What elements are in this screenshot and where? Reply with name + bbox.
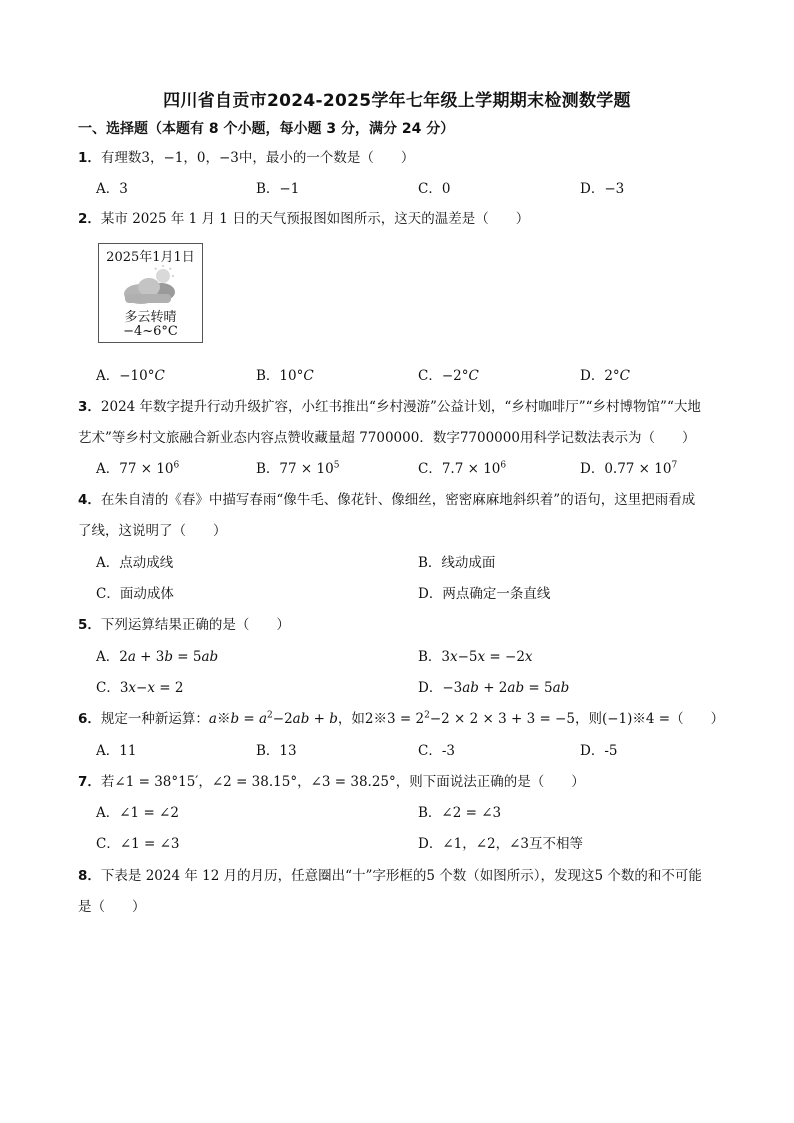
option-b: B．线动成面	[418, 555, 496, 571]
question-5	[78, 613, 290, 633]
option-c	[418, 457, 506, 477]
option-exponent: 6	[500, 460, 507, 471]
question-number: 1．	[78, 150, 101, 166]
question-4-continued: 了线，这说明了（ ）	[78, 523, 227, 539]
option-base: 77 × 10	[119, 461, 174, 477]
exponent: 2	[424, 710, 430, 721]
section-heading: 一、选择题（本题有 8 个小题，每小题 3 分，满分 24 分）	[78, 121, 455, 137]
option-exponent: 7	[671, 460, 678, 471]
question-text: −2𝑎𝑏 + 𝑏，如2※3 = 2	[272, 711, 425, 727]
question-text: 有理数3，−1，0，−3中，最小的一个数是（ ）	[100, 150, 415, 166]
option-d: D．2°𝐶	[580, 368, 630, 384]
page-title: 四川省自贡市2024-2025学年七年级上学期期末检测数学题	[163, 91, 631, 111]
option-d: D．两点确定一条直线	[418, 586, 551, 602]
question-number: 5．	[78, 617, 101, 633]
option-c: C．∠1 = ∠3	[96, 836, 180, 852]
option-c: C．面动成体	[96, 586, 174, 602]
option-b	[256, 457, 339, 477]
question-text: −2 × 2 × 3 + 3 = −5，则(−1)※4 =（ ）	[429, 711, 725, 727]
option-c: C．-3	[418, 743, 455, 759]
question-2	[78, 207, 529, 227]
question-text: 规定一种新运算：𝑎※𝑏 = 𝑎	[100, 711, 268, 727]
option-b: B．13	[256, 743, 297, 759]
weather-description: 多云转晴	[124, 310, 177, 325]
option-a	[96, 457, 179, 477]
question-text: 在朱自清的《春》中描写春雨“像牛毛、像花针、像细丝，密密麻麻地斜织着”的语句，这里把雨看成	[100, 492, 696, 508]
weather-forecast-figure	[98, 243, 203, 343]
question-6	[78, 707, 724, 727]
question-8	[78, 864, 702, 884]
option-c: C．3𝑥−𝑥 = 2	[96, 680, 184, 696]
question-text: 下表是 2024 年 12 月的月历，任意圈出“十”字形框的5 个数（如图所示），发现这5 个数的和不可能	[100, 868, 702, 884]
option-d	[580, 457, 677, 477]
question-text: 2024 年数字提升行动升级扩容，小红书推出“乡村漫游”公益计划，“乡村咖啡厅”“乡村博物馆”“大地	[100, 399, 701, 415]
option-base: 0.77 × 10	[604, 461, 672, 477]
option-d: D．−3𝑎𝑏 + 2𝑎𝑏 = 5𝑎𝑏	[418, 680, 570, 696]
option-label: A．	[96, 461, 120, 477]
option-b: B．3𝑥−5𝑥 = −2𝑥	[418, 649, 533, 665]
question-text: 某市 2025 年 1 月 1 日的天气预报图如图所示，这天的温差是（ ）	[100, 211, 530, 227]
question-7	[78, 770, 585, 790]
question-4	[78, 488, 695, 508]
question-3	[78, 395, 701, 415]
option-d: D．∠1，∠2，∠3互不相等	[418, 836, 584, 852]
option-b: B．−1	[256, 181, 300, 197]
option-label: D．	[580, 461, 605, 477]
option-b: B．10°𝐶	[256, 368, 314, 384]
option-a: A．∠1 = ∠2	[96, 805, 179, 821]
cloudy-sunny-icon	[119, 264, 181, 306]
question-8-continued: 是（ ）	[78, 899, 146, 915]
weather-date: 2025年1月1日	[106, 250, 195, 265]
question-1	[78, 146, 414, 166]
question-number: 6．	[78, 711, 101, 727]
option-d: D．-5	[580, 743, 618, 759]
option-base: 7.7 × 10	[441, 461, 501, 477]
question-text: 若∠1 = 38°15′，∠2 = 38.15°，∠3 = 38.25°，则下面说法正确的是（ ）	[100, 774, 585, 790]
option-exponent: 6	[173, 460, 180, 471]
question-3-continued: 艺术”等乡村文旅融合新业态内容点赞收藏量超 7700000．数字7700000用科学记数法表示为（ ）	[78, 430, 696, 446]
option-a: A．点动成线	[96, 555, 174, 571]
option-exponent: 5	[333, 460, 340, 471]
option-base: 77 × 10	[279, 461, 334, 477]
option-a: A．2𝑎 + 3𝑏 = 5𝑎𝑏	[96, 649, 219, 665]
question-text: 下列运算结果正确的是（ ）	[100, 617, 290, 633]
option-label: C．	[418, 461, 442, 477]
temperature-range: −4~6°C	[123, 324, 178, 339]
option-d: D．−3	[580, 181, 625, 197]
option-b: B．∠2 = ∠3	[418, 805, 502, 821]
option-a: A．3	[96, 181, 128, 197]
question-number: 2．	[78, 211, 101, 227]
question-number: 4．	[78, 492, 101, 508]
question-number: 3．	[78, 399, 101, 415]
option-a: A．11	[96, 743, 137, 759]
option-a: A．−10°𝐶	[96, 368, 165, 384]
exponent: 2	[267, 710, 273, 721]
question-number: 8．	[78, 868, 101, 884]
option-c: C．−2°𝐶	[418, 368, 479, 384]
option-label: B．	[256, 461, 280, 477]
option-c: C．0	[418, 181, 451, 197]
question-number: 7．	[78, 774, 101, 790]
